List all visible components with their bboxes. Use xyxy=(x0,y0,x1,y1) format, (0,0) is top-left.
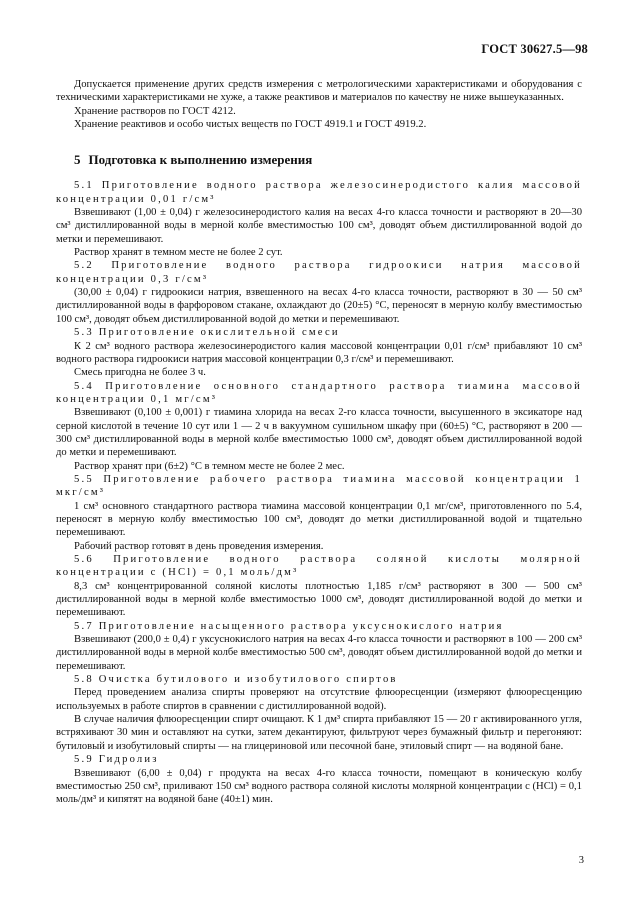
intro-paragraph: Хранение растворов по ГОСТ 4212. xyxy=(74,105,236,117)
subsection-heading: 5.8 Очистка бутилового и изобутилового спиртов xyxy=(74,674,398,686)
spacer xyxy=(56,131,582,142)
document-body xyxy=(56,78,582,807)
page-header: ГОСТ 30627.5—98 xyxy=(481,42,588,56)
subsection-heading: 5.4 Приготовление основного стандартного раствора тиамина массовой концентрации 0,1 мг/см³ xyxy=(56,380,582,405)
paragraph: Раствор хранят при (6±2) °С в темном месте не более 2 мес. xyxy=(74,460,345,472)
subsection-heading: 5.9 Гидролиз xyxy=(74,754,159,766)
paragraph: Смесь пригодна не более 3 ч. xyxy=(74,367,206,379)
subsection-heading: 5.2 Приготовление водного раствора гидроокиси натрия массовой концентрации 0,3 г/см³ xyxy=(56,260,582,285)
paragraph: К 2 см³ водного раствора железосинеродистого калия массовой концентрации 0,01 г/см³ прибавляют 10 см³ водного раствора гидроокиси натрия массовой концентрации 0,3 г/см³ и перемешивают. xyxy=(56,340,582,365)
intro-paragraph: Допускается применение других средств измерения с метрологическими характеристиками и оборудования с техническими характеристиками не хуже, а также реактивов и материалов по качеству не ниже вышеуказанных. xyxy=(56,79,582,104)
subsection-heading: 5.1 Приготовление водного раствора железосинеродистого калия массовой концентрации 0,01 г/см³ xyxy=(56,180,582,205)
paragraph: 1 см³ основного стандартного раствора тиамина массовой концентрации 0,1 мг/см³, приготовленного по 5.4, переносят в мерную колбу вместимостью 100 см³, доводят до метки дистиллированной водой и тщательно перемешивают. xyxy=(56,500,582,539)
section-paragraphs xyxy=(56,179,582,806)
intro-paragraph: Хранение реактивов и особо чистых веществ по ГОСТ 4919.1 и ГОСТ 4919.2. xyxy=(74,119,427,131)
paragraph: В случае наличия флюоресценции спирт очищают. К 1 дм³ спирта прибавляют 15 — 20 г активированного угля, встряхивают 30 мин и оставляют на сутки, затем декантируют, фильтруют через бумажный фильтр и перегоняют: бутиловый и изобутиловый спирты — на глицериновой или песочной бане, этиловый спирт — на водяной бане. xyxy=(56,714,582,752)
paragraph: Взвешивают (200,0 ± 0,4) г уксуснокислого натрия на весах 4-го класса точности и растворяют в 100 — 200 см³ дистиллированной воды в мерной колбе вместимостью 500 см³, доводят объем дистиллированной водой до метки и перемешивают. xyxy=(56,634,582,672)
paragraph: (30,00 ± 0,04) г гидроокиси натрия, взвешенного на весах 4-го класса точности, растворяют в 30 — 50 см³ дистиллированной воды в фарфоровом стакане, охлаждают до (20±5) °С, переносят в мерную колбу вместимостью 100 см³, доводят объем дистиллированной водой до метки и перемешивают. xyxy=(56,287,582,325)
section-title: Подготовка к выполнению измерения xyxy=(88,152,313,168)
subsection-heading: 5.7 Приготовление насыщенного раствора уксуснокислого натрия xyxy=(74,620,504,632)
paragraph: 8,3 см³ концентрированной соляной кислоты плотностью 1,185 г/см³ растворяют в 300 — 500 см³ дистиллированной воды в мерной колбе вместимостью 1000 см³, доводят дистиллированной водой до метки и перемешивают. xyxy=(56,580,582,619)
subsection-heading: 5.5 Приготовление рабочего раствора тиамина массовой концентрации 1 мкг/см³ xyxy=(56,473,582,499)
section-number: 5 xyxy=(74,152,81,168)
paragraph: Раствор хранят в темном месте не более 2 сут. xyxy=(74,247,283,259)
paragraph: Взвешивают (1,00 ± 0,04) г железосинеродистого калия на весах 4-го класса точности и растворяют в 20—30 см³ дистиллированной воды в мерной колбе вместимостью 100 см³, доводят объем дистиллированной водой до метки и перемешивают. xyxy=(56,207,582,245)
paragraph: Взвешивают (6,00 ± 0,04) г продукта на весах 4-го класса точности, помещают в коническую колбу вместимостью 250 см³, приливают 150 см³ водного раствора соляной кислоты молярной концентрации с (HCl) = 0,1 моль/дм³ и кипятят на водяной бане (40±1) мин. xyxy=(56,767,582,806)
subsection-heading: 5.6 Приготовление водного раствора соляной кислоты молярной концентрации с (HCl) = 0,1 моль/дм³ xyxy=(56,554,582,579)
page-number: 3 xyxy=(578,855,584,866)
subsection-heading: 5.3 Приготовление окислительной смеси xyxy=(74,327,340,339)
paragraph: Рабочий раствор готовят в день проведения измерения. xyxy=(74,540,324,552)
paragraph: Взвешивают (0,100 ± 0,001) г тиамина хлорида на весах 2-го класса точности, высушенного в эксикаторе над серной кислотой в течение 10 сут или 1 — 2 ч в вакуумном сушильном шкафу при (60±5) °С, растворяют в 200 — 300 см³ дистиллированной воды в мерной колбе вместимостью 1000 см³, доводят объем дистиллированной водой до метки и перемешивают. xyxy=(56,407,582,459)
section-heading xyxy=(56,152,582,168)
paragraph: Перед проведением анализа спирты проверяют на отсутствие флюоресценции (измеряют флюоресценцию используемых в работе спиртов в сравнении с дистиллированной водой). xyxy=(56,687,582,712)
